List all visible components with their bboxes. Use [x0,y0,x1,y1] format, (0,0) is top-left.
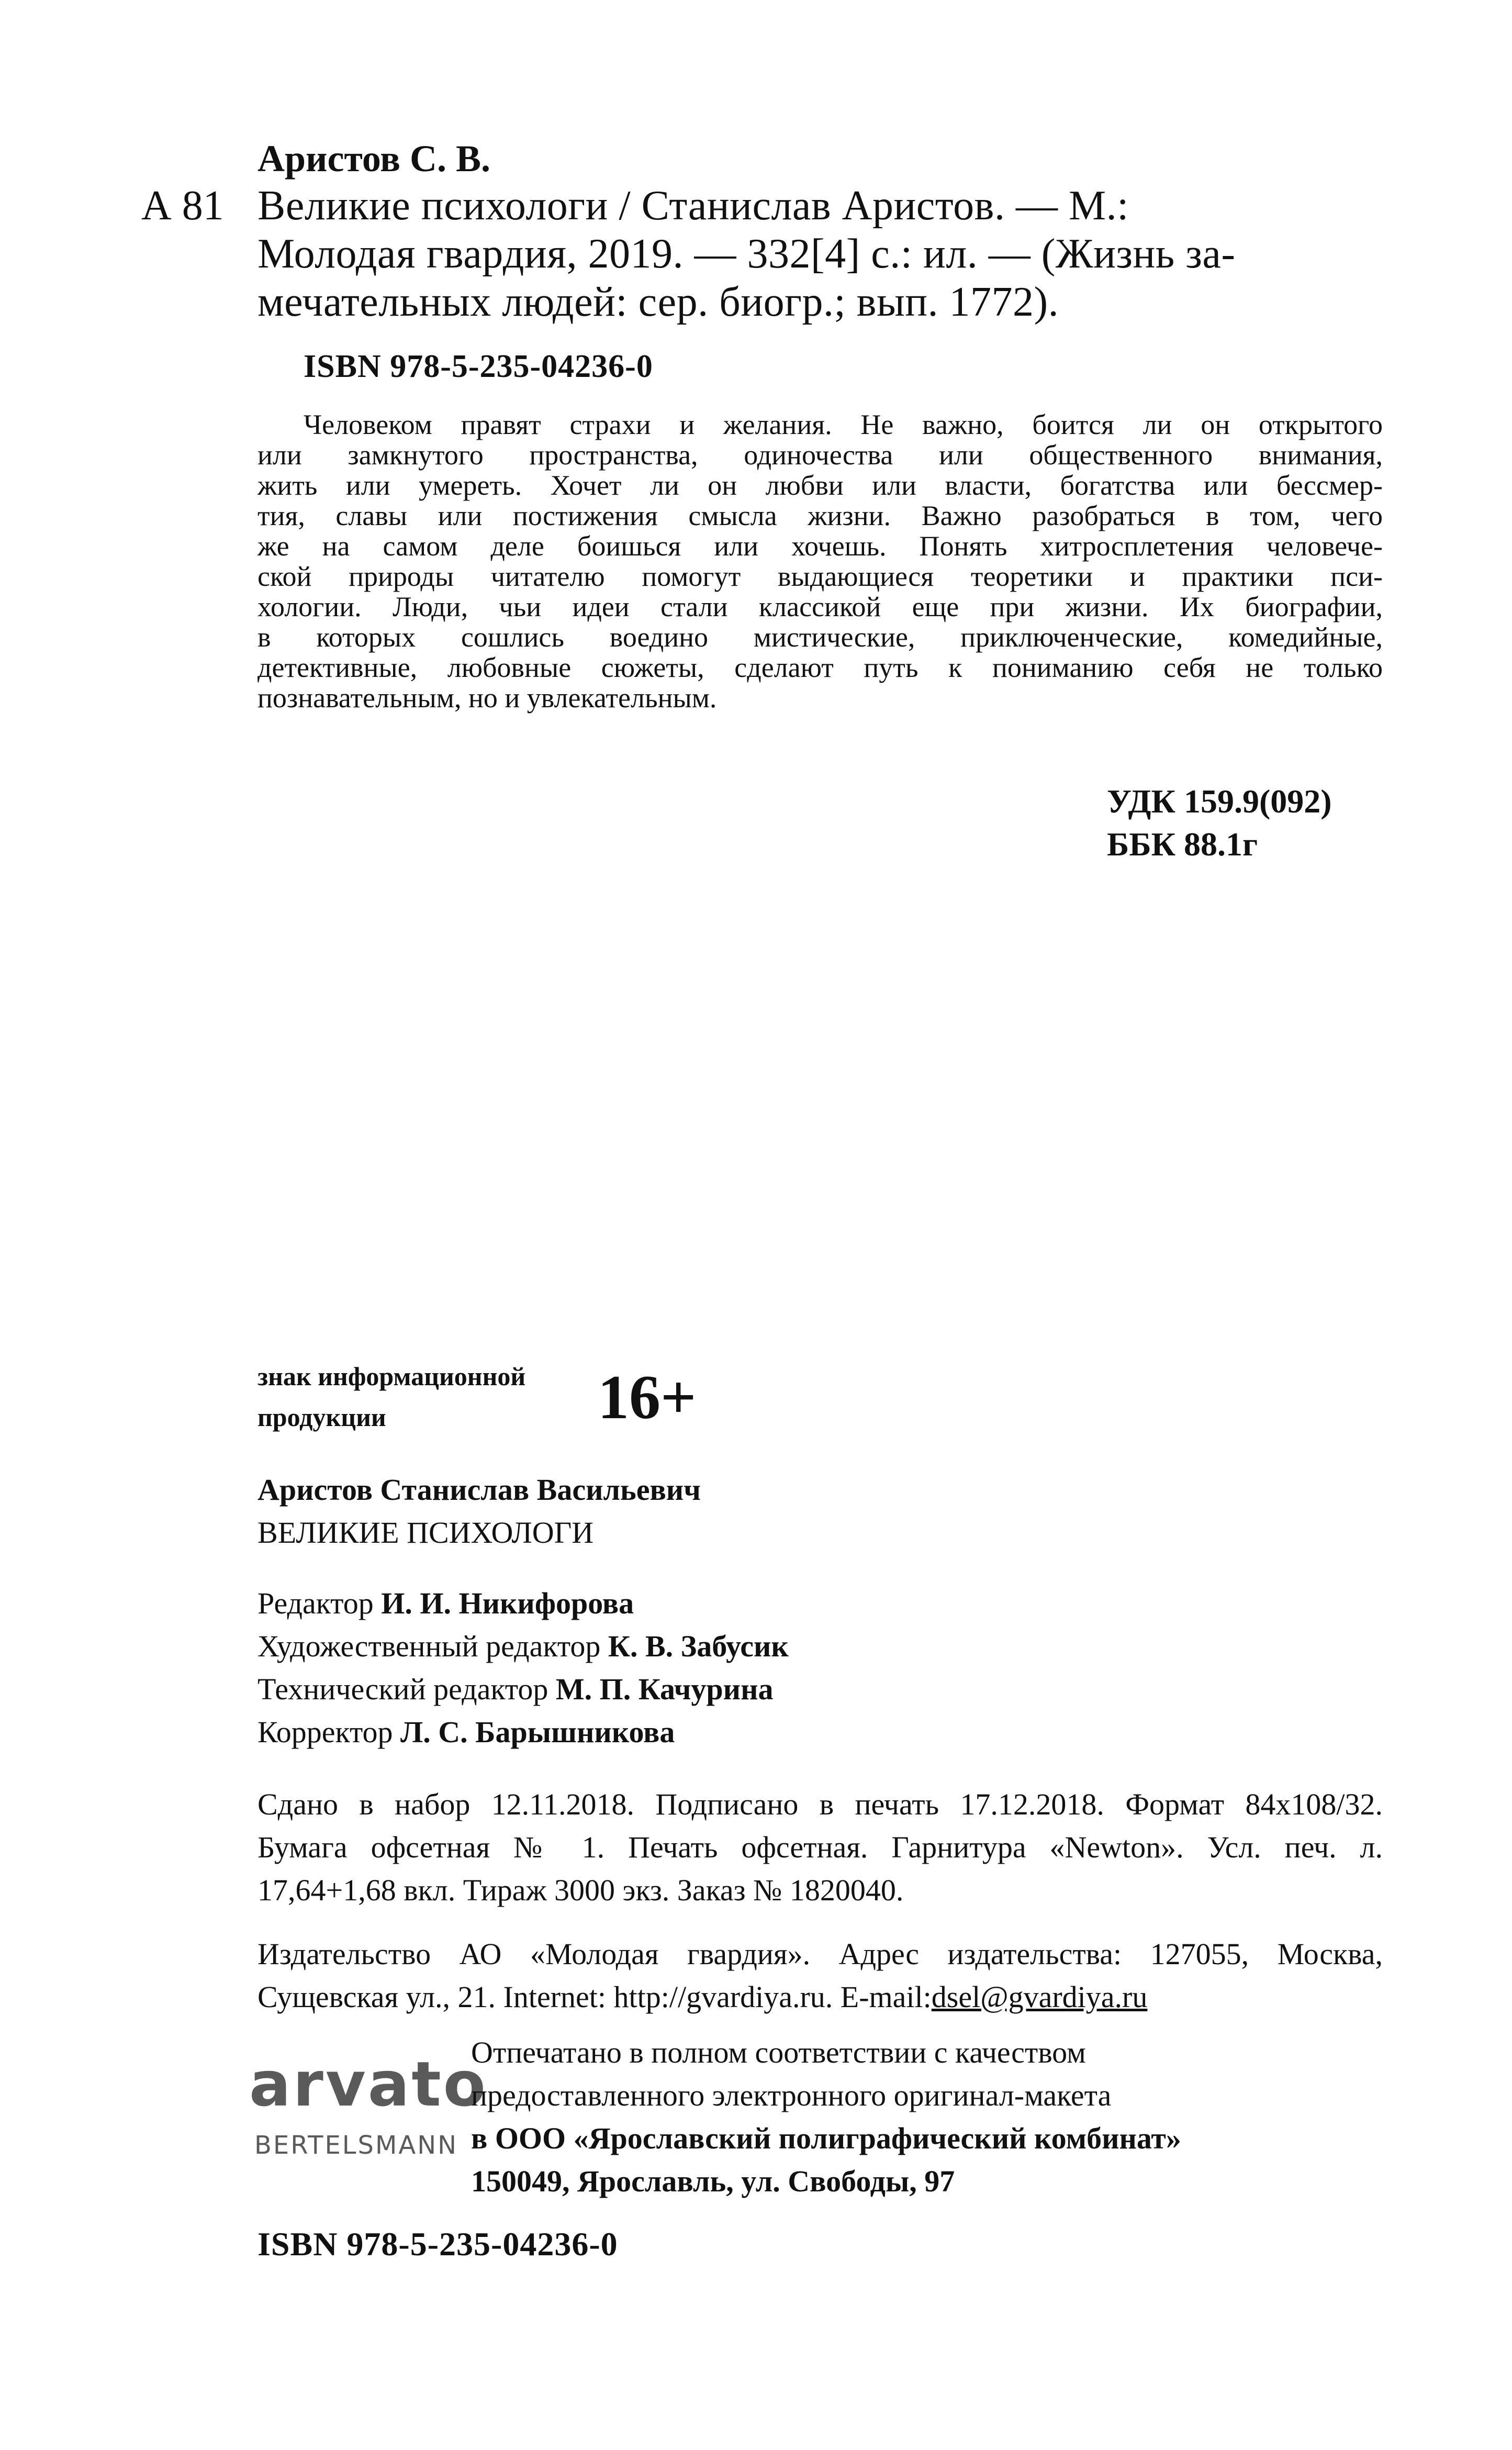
staff-editor [257,1582,634,1625]
printer-line: предоставленного электронного оригинал-макета [471,2078,1112,2112]
annotation-line: в которых сошлись воедино мистические, приключенческие, комедийные, [257,621,1383,653]
staff-art-editor [257,1625,789,1668]
age-rating-label-line-2: продукции [257,1402,386,1432]
bib-description-line-3: мечательных людей: сер. биогр.; вып. 1772). [257,279,1059,325]
bib-description-line-1: Великие психологи / Станислав Аристов. — М.: [257,183,1129,229]
age-rating-mark: 16+ [598,1362,697,1432]
author-heading: Аристов С. В. [257,138,491,180]
annotation-line: Человеком правят страхи и желания. Не важно, боится ли он открытого [304,409,1383,440]
publisher-line-1: Издательство АО «Молодая гвардия». Адрес издательства: 127055, Москва, [257,1937,1383,1971]
staff-name: К. В. Забусик [608,1629,789,1663]
publisher-email-link[interactable]: dsel@gvardiya.ru [931,1980,1148,2014]
printer-line: 150049, Ярославль, ул. Свободы, 97 [471,2164,955,2198]
staff-role: Редактор [257,1586,374,1620]
annotation-line: познавательным, но и увлекательным. [257,682,717,714]
bbk-code: ББК 88.1г [1107,826,1258,863]
bertelsmann-logo-text: BERTELSMANN [254,2131,458,2160]
staff-proofreader [257,1711,675,1754]
udk-code: УДК 159.9(092) [1107,783,1332,820]
technical-data-line: 17,64+1,68 вкл. Тираж 3000 экз. Заказ № 1820040. [257,1873,904,1907]
bib-description-line-2: Молодая гвардия, 2019. — 332[4] с.: ил. — (Жизнь за- [257,231,1236,277]
printer-info [471,2031,1181,2203]
staff-role: Технический редактор [257,1672,548,1706]
annotation-line: ской природы читателю помогут выдающиеся теоретики и практики пси- [257,561,1383,592]
annotation-line: тия, славы или постижения смысла жизни. Важно разобраться в том, чего [257,500,1383,531]
publisher-address-web: Сущевская ул., 21. Internet: http://gvardiya.ru. E-mail: [257,1980,932,2014]
staff-role: Художественный редактор [257,1629,601,1663]
author-index-code: А 81 [141,183,224,229]
annotation-line: хологии. Люди, чьи идеи стали классикой еще при жизни. Их биографии, [257,591,1383,622]
annotation-line: или замкнутого пространства, одиночества или общественного внимания, [257,439,1383,471]
imprint-title: ВЕЛИКИЕ ПСИХОЛОГИ [257,1516,594,1550]
age-rating-label-line-1: знак информационной [257,1362,526,1391]
printer-line: Отпечатано в полном соответствии с качеством [471,2035,1086,2069]
staff-name: И. И. Никифорова [381,1586,634,1620]
annotation-line: детективные, любовные сюжеты, сделают путь к пониманию себя не только [257,652,1383,683]
technical-data-line: Бумага офсетная № 1. Печать офсетная. Гарнитура «Newton». Усл. печ. л. [257,1830,1383,1864]
age-rating-label [257,1356,525,1438]
isbn-top: ISBN 978-5-235-04236-0 [304,349,653,384]
isbn-bottom: ISBN 978-5-235-04236-0 [257,2225,618,2263]
staff-name: Л. С. Барышникова [400,1715,675,1749]
printer-line: в ООО «Ярославский полиграфический комбинат» [471,2121,1181,2155]
imprint-full-author: Аристов Станислав Васильевич [257,1473,701,1507]
publisher-line-2 [257,1976,1383,2019]
staff-role: Корректор [257,1715,393,1749]
annotation-line: жить или умереть. Хочет ли он любви или власти, богатства или бессмер- [257,470,1383,501]
annotation-line: же на самом деле боишься или хочешь. Понять хитросплетения человече- [257,530,1383,562]
publisher-info [257,1933,1383,2019]
technical-data-line: Сдано в набор 12.11.2018. Подписано в печать 17.12.2018. Формат 84x108/32. [257,1787,1383,1821]
annotation [257,409,1383,713]
technical-data [257,1783,1383,1912]
staff-tech-editor [257,1668,774,1711]
classification-codes [1107,780,1332,866]
staff-name: М. П. Качурина [555,1672,774,1706]
arvato-logo: arvato [249,2048,488,2120]
